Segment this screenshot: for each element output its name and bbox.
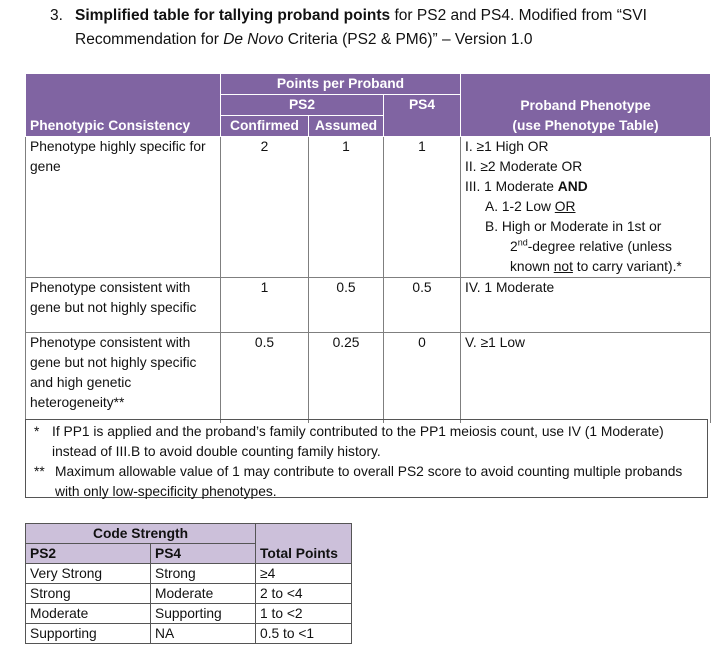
criteria-line-7-a: known: [510, 259, 554, 274]
header-assumed: Assumed: [309, 116, 384, 137]
criteria-line-4: [465, 197, 706, 217]
header-ps2: PS2: [221, 95, 384, 116]
cell-ps2: Very Strong: [26, 564, 151, 584]
proband-points-table: [25, 73, 711, 423]
cell-ps4: Moderate: [151, 584, 256, 604]
table-row: [26, 564, 352, 584]
header-total-points: Total Points: [256, 524, 352, 564]
footnote-1-text: If PP1 is applied and the proband’s family contributed to the PP1 meiosis count, use IV (1 Moderate) instead of III.B to avoid double counting family history.: [52, 424, 664, 459]
row-assumed: 0.25: [309, 333, 384, 423]
row-phenotype: IV. 1 Moderate: [461, 278, 711, 333]
table-row: [26, 624, 352, 644]
header-proband-phenotype-line2: (use Phenotype Table): [512, 118, 659, 133]
row-consistency: Phenotype highly specific for gene: [26, 137, 221, 278]
section-number: 3.: [50, 7, 63, 24]
cell-total: 2 to <4: [256, 584, 352, 604]
footnote-2: [32, 462, 701, 502]
row-ps4: 0.5: [384, 278, 461, 333]
cell-ps2: Moderate: [26, 604, 151, 624]
row-phenotype-criteria: [461, 137, 711, 278]
header-proband-phenotype-line1: Proband Phenotype: [520, 98, 651, 113]
table-row: [26, 278, 711, 333]
criteria-line-7: [465, 257, 706, 277]
table-row: [26, 604, 352, 624]
cell-ps2: Supporting: [26, 624, 151, 644]
cell-total: 0.5 to <1: [256, 624, 352, 644]
header-code-ps4: PS4: [151, 544, 256, 564]
criteria-not: not: [553, 259, 573, 274]
row-phenotype: V. ≥1 Low: [461, 333, 711, 423]
heading-text-part1: for PS2 and PS4. Modified from “SVI Recommendation for: [75, 7, 647, 48]
row-assumed: 1: [309, 137, 384, 278]
header-phenotypic-consistency: Phenotypic Consistency: [26, 74, 221, 137]
header-proband-phenotype: [461, 74, 711, 137]
cell-ps4: NA: [151, 624, 256, 644]
cell-ps2: Strong: [26, 584, 151, 604]
row-confirmed: 1: [221, 278, 309, 333]
footnote-2-text: Maximum allowable value of 1 may contribute to overall PS2 score to avoid counting multiple probands with only low-specificity phenotypes.: [55, 464, 683, 499]
row-confirmed: 0.5: [221, 333, 309, 423]
footnote-1-marker: *: [34, 424, 40, 439]
criteria-line-6-sup: nd: [517, 237, 528, 248]
footnote-1: [32, 422, 701, 462]
criteria-line-3: [465, 177, 706, 197]
code-header-row-1: [26, 524, 352, 544]
criteria-or: OR: [554, 199, 576, 214]
header-code-ps2: PS2: [26, 544, 151, 564]
row-ps4: 0: [384, 333, 461, 423]
row-consistency: Phenotype consistent with gene but not highly specific: [26, 278, 221, 333]
cell-ps4: Supporting: [151, 604, 256, 624]
criteria-line-6-a: 2: [510, 239, 518, 254]
heading-italic-text: De Novo: [223, 31, 284, 48]
header-points-per-proband: Points per Proband: [221, 74, 461, 95]
table-row: [26, 584, 352, 604]
code-strength-table: [25, 523, 352, 644]
criteria-line-6-b: -degree relative (unless: [527, 239, 672, 254]
heading-bold-title: Simplified table for tallying proband points: [75, 7, 391, 24]
criteria-line-7-b: to carry variant).*: [572, 259, 682, 274]
criteria-line-6: [465, 237, 706, 257]
row-ps4: 1: [384, 137, 461, 278]
header-ps4: PS4: [384, 95, 461, 137]
row-confirmed: 2: [221, 137, 309, 278]
row-assumed: 0.5: [309, 278, 384, 333]
criteria-line-3-text: III. 1 Moderate: [465, 179, 558, 194]
section-heading: [50, 4, 710, 52]
table-header-row-1: [26, 74, 711, 95]
criteria-line-2: II. ≥2 Moderate OR: [465, 159, 583, 174]
footnotes-box: [25, 419, 708, 498]
criteria-and: AND: [557, 179, 588, 194]
row-consistency: Phenotype consistent with gene but not highly specific and high genetic heterogeneity**: [26, 333, 221, 423]
cell-ps4: Strong: [151, 564, 256, 584]
criteria-line-1: I. ≥1 High OR: [465, 139, 549, 154]
table-row: [26, 137, 711, 278]
criteria-line-4-text: A. 1-2 Low: [485, 199, 555, 214]
criteria-line-5: B. High or Moderate in 1st or: [485, 219, 662, 234]
cell-total: 1 to <2: [256, 604, 352, 624]
header-code-strength: Code Strength: [26, 524, 256, 544]
header-confirmed: Confirmed: [221, 116, 309, 137]
cell-total: ≥4: [256, 564, 352, 584]
heading-text-part2: Criteria (PS2 & PM6)” – Version 1.0: [283, 31, 533, 48]
table-row: [26, 333, 711, 423]
footnote-2-marker: **: [34, 464, 45, 479]
